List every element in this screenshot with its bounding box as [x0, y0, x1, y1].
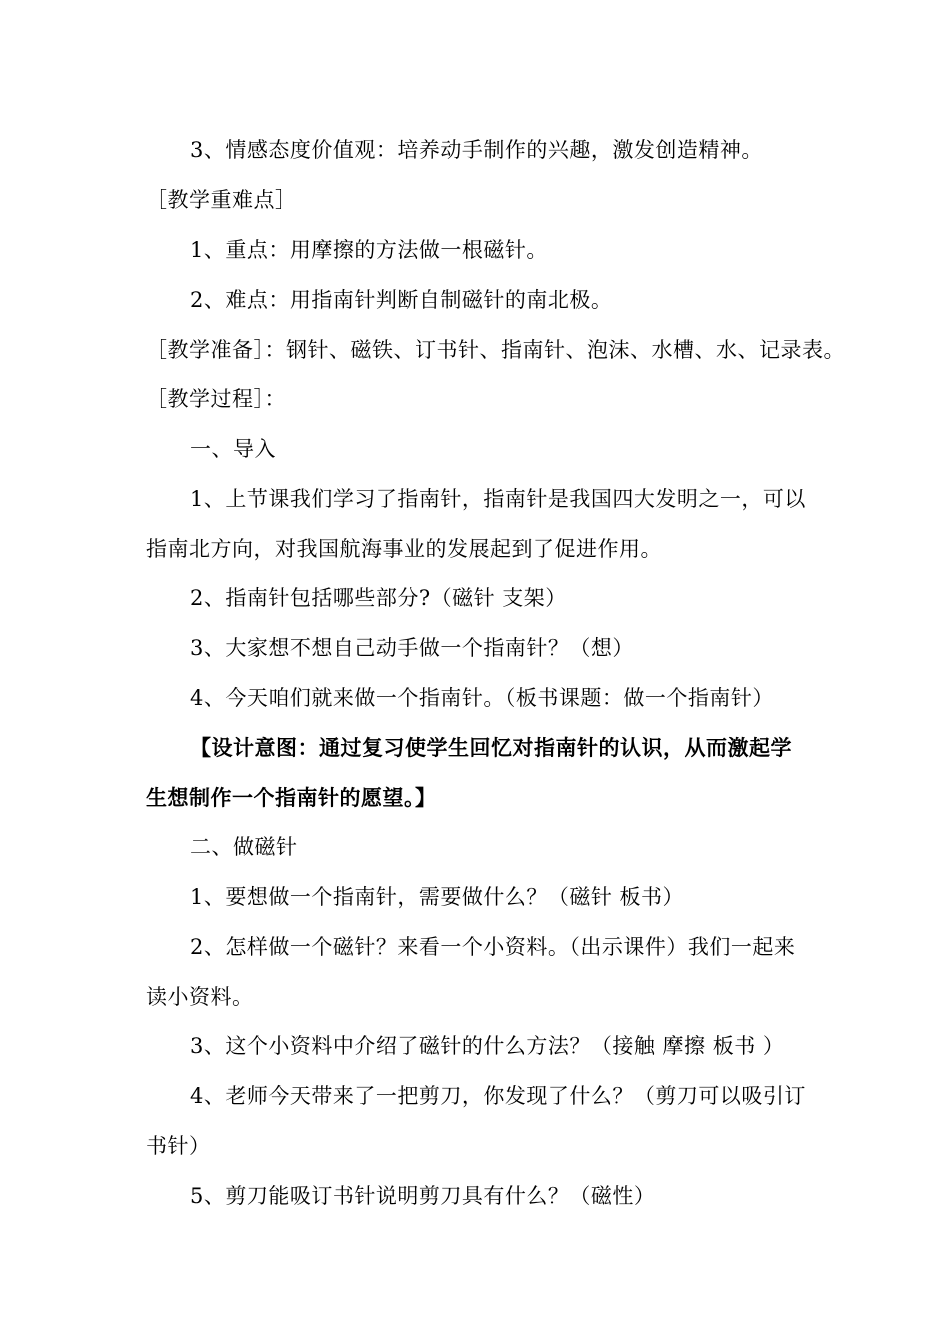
- paragraph-line: 5、剪刀能吸订书针说明剪刀具有什么？（磁性）: [190, 1184, 656, 1208]
- paragraph-line: 3、大家想不想自己动手做一个指南针？（想）: [190, 636, 634, 660]
- paragraph-line: 2、怎样做一个磁针？来看一个小资料。（出示课件）我们一起来: [190, 935, 796, 959]
- key-point-1: 1、重点：用摩擦的方法做一根磁针。: [190, 238, 548, 262]
- section-heading-preparation: ［教学准备］：钢针、磁铁、订书针、指南针、泡沫、水槽、水、记录表。: [146, 338, 845, 362]
- objective-3: 3、情感态度价值观：培养动手制作的兴趣，激发创造精神。: [190, 138, 763, 162]
- paragraph-line: 指南北方向，对我国航海事业的发展起到了促进作用。: [146, 537, 662, 561]
- paragraph-line: 4、老师今天带来了一把剪刀，你发现了什么？（剪刀可以吸引订: [190, 1084, 806, 1108]
- paragraph-line: 2、指南针包括哪些部分?（磁针 支架）: [190, 586, 567, 610]
- paragraph-line: 书针）: [146, 1134, 211, 1158]
- paragraph-line: 1、要想做一个指南针，需要做什么？（磁针 板书）: [190, 885, 685, 909]
- subsection-intro: 一、导入: [190, 437, 276, 461]
- paragraph-line: 3、这个小资料中介绍了磁针的什么方法？（接触 摩擦 板书 ）: [190, 1034, 785, 1058]
- key-point-2: 2、难点：用指南针判断自制磁针的南北极。: [190, 288, 613, 312]
- section-heading-key-points: ［教学重难点］: [146, 188, 297, 212]
- paragraph-line: 4、今天咱们就来做一个指南针。（板书课题：做一个指南针）: [190, 686, 774, 710]
- design-intent: 生想制作一个指南针的愿望。】: [146, 785, 437, 810]
- paragraph-line: 1、上节课我们学习了指南针，指南针是我国四大发明之一，可以: [190, 487, 806, 511]
- section-heading-process: ［教学过程］：: [146, 387, 286, 411]
- subsection-make-needle: 二、做磁针: [190, 835, 298, 859]
- design-intent: 【设计意图：通过复习使学生回忆对指南针的认识，从而激起学: [190, 735, 792, 760]
- paragraph-line: 读小资料。: [146, 985, 254, 1009]
